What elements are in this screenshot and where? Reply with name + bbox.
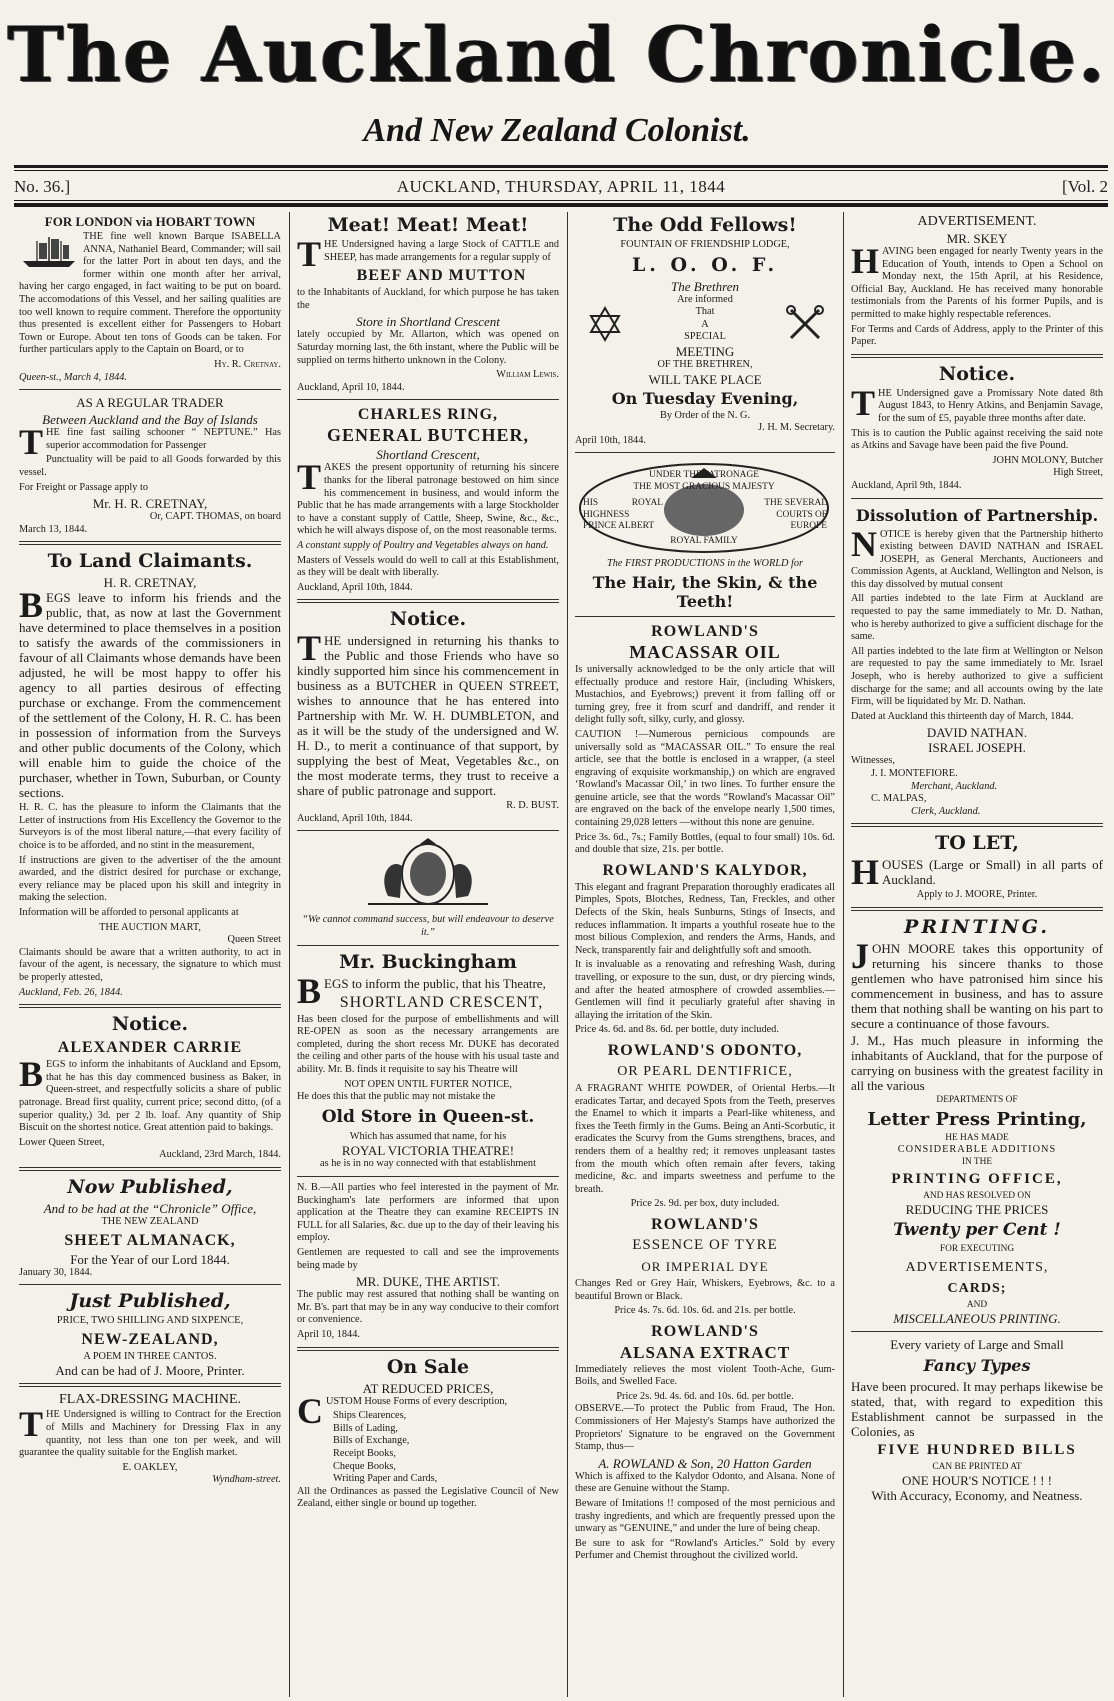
ad-subheading: AT REDUCED PRICES, [362,1380,494,1396]
ad-land-claimants [19,550,281,999]
ad-line: DEPARTMENTS OF [936,1094,1018,1105]
columns [14,212,1108,1697]
divider [19,1383,281,1387]
ad-signature: ISRAEL JOSEPH. [928,740,1026,756]
ad-date: Auckland, April 9th, 1844. [851,479,962,491]
ad-body: Information will be afforded to personal applicants at [19,907,239,919]
ad-heading: ROWLAND'S [651,1322,759,1340]
ad-body: Have been procured. It may perhaps likewise be stated, that, with regard to expedition this Establishment cannot be surpassed in the Colonies, as [851,1378,1103,1439]
ad-line: FOR EXECUTING [939,1244,1015,1255]
divider [851,823,1103,827]
ad-line: BEEF AND MUTTON [356,267,527,285]
ad-line: IN THE [961,1156,993,1167]
volume-number: [Vol. 2 [1062,177,1108,196]
ad-body: to the Inhabitants of Auckland, for which purpose he has taken the [297,287,559,311]
ad-heading: Notice. [938,362,1016,385]
ad-body: N. B.—All parties who feel interested in the payment of Mr. Buckingham's late performers are informed that upon application at the Theatre they can examine RECEIPTS IN FULL for all Salaries, &c. due up to the day of their leaving his employ. [297,1182,559,1244]
divider [851,498,1103,499]
ad-rowland-tyre [575,1215,835,1318]
ad-place: THE AUCTION MART, [99,921,201,933]
ad-body: Claimants should be aware that a written authority, to act in favour of the agent, is necessary, the signature to which must be properly attested, [19,946,281,983]
ad-line: ADVERTISEMENTS, [905,1259,1049,1275]
ad-line: HE HAS MADE [945,1133,1009,1144]
ad-line: PRINTING OFFICE, [891,1171,1063,1188]
ad-date: Auckland, April 10, 1844. [297,381,405,393]
seal-text: HIS ROYAL HIGHNESS PRINCE ALBERT [583,498,663,531]
ad-line: MISCELLANEOUS PRINTING. [893,1310,1061,1326]
ad-name: ALEXANDER CARRIE [57,1039,243,1057]
dateline [14,175,1108,199]
ad-line: Are informed [677,293,733,305]
ad-london-hobart [19,214,281,384]
ad-heading: ROWLAND'S ODONTO, [607,1041,803,1059]
ad-tagline: The Hair, the Skin, & the Teeth! [592,572,818,611]
ad-notice-molony [851,363,1103,493]
ad-date: Auckland, Feb. 26, 1844. [19,986,123,998]
divider [851,1331,1103,1332]
ad-line: Which has assumed that name, for his [349,1130,507,1142]
ad-heading: ESSENCE OF TYRE [632,1236,778,1253]
ad-body: Is universally acknowledged to be the only article that will effectually produce and restore Hair, (including Whiskers, Mustachios, and Eyebrows;) prevent it from falling off or turning grey, free it from scurf and dandriff, and render it delight fully soft, silky, curly, and glossy. [575,663,835,726]
column-3 [570,212,840,1697]
ad-heading: ROWLAND'S KALYDOR, [602,861,808,879]
ad-just-published [19,1290,281,1378]
ad-body: THE fine fast sailing schooner “ NEPTUNE.” Has superior accommodation for Passenger [19,422,281,463]
ad-signature: J. H. M. Secretary. [758,422,835,434]
ad-price: Price 4s. 7s. 6d. 10s. 6d. and 21s. per bottle. [614,1305,796,1317]
ad-body: H. R. C. has the pleasure to inform the Claimants that the Letter of instructions from His Excellency the Governor to the Surveyors is of the most liberal nature,—that every facility of choice is to be afforded, and no stint in the measurement, [19,802,281,852]
ad-line: L. O. O. F. [631,253,779,276]
ad-motto: “We cannot command success, but will endeavour to deserve it.” [302,914,554,939]
dateline-rule [14,200,1108,201]
ad-heading: GENERAL BUTCHER, [326,425,530,446]
ad-printing [851,916,1103,1503]
ad-line: Twenty per Cent ! [893,1220,1061,1241]
ad-body: For Freight or Passage apply to [19,481,148,493]
ad-name: H. R. CRETNAY, [103,575,197,591]
ad-on-sale [297,1356,559,1511]
masthead [0,0,1114,170]
list-item: Receipt Books, [333,1447,396,1459]
ad-body: Has been closed for the purpose of embellishments and will RE-OPEN as soon as the necessary arrangements are completed, during the short recess Mr. DUKE has decorated the ceiling and other parts of the house with his usual taste and ability. Mr. B. finds it requisite to say his Theatre will [297,1013,559,1076]
ad-line: By Order of the N. G. [659,409,751,421]
ad-heading: ROWLAND'S [651,1215,759,1233]
ad-signature: Mr. H. R. CRETNAY, [92,496,208,512]
ad-body: If instructions are given to the advertiser of the the amount awarded, and the district desired for purchase or exchange, every reliance may be placed upon his skill and integrity in making the selection. [19,854,281,904]
ad-body: BEGS to inform the inhabitants of Auckland and Epsom, that he has this day commenced business as Baker, in Queen-street, and respectfully solicits a share of public patronage. Bread first quality, current price; second ditto, (of a superior quality,) 3d. per 2 lb. loaf. Any quantity of Ship Biscuit on the shortest notice. Great attention paid to bakings. [19,1054,281,1134]
column-2 [292,212,564,1697]
list-item: Bills of Lading, [333,1422,398,1434]
ad-meat [297,214,559,394]
ad-charles-ring [297,405,559,594]
ad-body: HAVING been engaged for nearly Twenty years in the Education of Youth, intends to Open a School on Monday next, the 15th April, at his Residence, Official Bay, Auckland. He has received many honorable testimonials from the Parents of his former Pupils, and is permitted to make highly respectable references. [851,241,1103,320]
ad-body: The public may rest assured that nothing shall be wanting on Mr. B's. part that may be in any way conducive to their comfort or convenience. [297,1289,559,1326]
star-of-david-icon [585,304,625,344]
ad-body: A constant supply of Poultry and Vegetables always on hand. [297,539,549,551]
ad-signature: A. ROWLAND & Son, 20 Hatton Garden [598,1455,812,1471]
ad-signature: JOHN MOLONY, Butcher [992,454,1103,466]
ad-line: C. MALPAS, [871,793,927,805]
divider [575,452,835,453]
ad-heading: Notice. [389,608,467,631]
ad-alexander-carrie [19,1013,281,1162]
ad-regular-trader [19,395,281,536]
ad-heading: PRINTING. [904,915,1050,938]
ad-rowland-macassar [575,558,835,857]
ad-rowland-odonto [575,1041,835,1211]
divider [851,354,1103,358]
ad-body: CUSTOM House Forms of every description, [297,1390,508,1431]
divider [575,616,835,617]
ad-body: All parties indebted to the late firm at Wellington or Nelson are requested to pay the same immediately to Mr. Israel Joseph, who is hereby authorized to give a sufficient discharge for the same; and all accounts owing by the late Firm, will be liquidated by Mr. D. Nathan. [851,645,1103,708]
ad-body: A FRAGRANT WHITE POWDER, of Oriental Herbs.—It eradicates Tartar, and decayed Spots from the Teeth, preserves the Enamel to which it imparts a Pearl-like whiteness, and fixes the Teeth firmly in the Gums. Being an Anti-Scorbutic, it eradicates the Scurvy from the Gums strengthens, braces, and renders them of a healthy red; it removes unpleasant tastes from the mouth which often remain after fevers, taking medicine, &c. and imparts sweetness and perfume to the breath. [575,1082,835,1195]
list-item: Bills of Exchange, [333,1435,410,1447]
ad-date: Auckland, 23rd March, 1844. [159,1149,281,1161]
ad-line: as he is in no way connected with that establishment [320,1158,536,1170]
list-item: Ships Clearences, [333,1410,407,1422]
column-divider [843,212,844,1697]
ad-date: April 10, 1844. [297,1328,360,1340]
ad-signature: R. D. BUST. [506,800,559,812]
divider [297,599,559,603]
ad-signature: E. OAKLEY, [122,1461,178,1473]
ad-line: ONE HOUR'S NOTICE ! ! ! [901,1472,1053,1488]
ad-line: WILL TAKE PLACE [648,371,762,387]
ad-body: Price 3s. 6d., 7s.; Family Bottles, (equal to four small) 10s. 6d. and double that size, 21s. per bottle. [575,831,835,856]
ad-notice-bust [297,608,559,825]
ad-heading: OR IMPERIAL DYE [641,1258,769,1274]
ad-date: Auckland, April 10th, 1844. [297,812,413,824]
newspaper-title: The Auckland Chronicle. [7,10,1107,99]
ad-line: NOT OPEN UNTIL FURTER NOTICE, [344,1078,512,1090]
newspaper-subtitle: And New Zealand Colonist. [363,112,751,149]
ad-line: ROYAL VICTORIA THEATRE! [341,1143,515,1159]
ad-heading: MACASSAR OIL [629,641,781,662]
issue-date: AUCKLAND, THURSDAY, APRIL 11, 1844 [396,177,726,196]
ad-body: It is invaluable as a renovating and refreshing Wash, during travelling, or exposure to the sun, dust, or dry piercing winds, and after the heated atmosphere of crowded assemblies.—Gentlemen will find it peculiarly grateful after shaving in allaying the irritation of the Skin. [575,959,835,1021]
ad-odd-fellows [575,214,835,447]
ad-line: Merchant, Auckland. [911,780,998,792]
ad-date: March 13, 1844. [19,523,88,535]
ad-body: Price 4s. 6d. and 8s. 6d. per bottle, duty included. [575,1024,779,1036]
ad-body: THE undersigned in returning his thanks to the Public and those Friends who have so kindly supported him since his commencement in business as a BUTCHER in QUEEN STREET, wishes to announce that he has entered into Partnership with Mr. W. H. DUMBLETON, and as it will be the study of the undersigned and W. H. D., to merit a continuance of that support, by supplying the best of Meat, Vegetables &c., on the most moderate terms, they trust to receive a share of public patronage and support. [297,628,559,799]
ad-address: Lower Queen Street, [19,1136,105,1148]
ad-body: Punctuality will be paid to all Goods forwarded by this vessel. [19,454,281,478]
ad-heading: To Land Claimants. [47,550,253,573]
ad-body: Be sure to ask for “Rowland's Articles.” Sold by every Perfumer and Chemist throughout the civilized world. [575,1537,835,1562]
royal-arms-emblem [328,836,528,910]
ad-heading: FLAX-DRESSING MACHINE. [58,1392,241,1408]
ad-heading: ROWLAND'S [651,622,759,640]
divider [19,389,281,390]
seal-text: ROYAL FAMILY [670,536,738,547]
ad-line: Witnesses, [851,755,895,767]
ad-body: Changes Red or Grey Hair, Whiskers, Eyebrows, &c. to a beautiful Brown or Black. [575,1277,835,1302]
column-divider [289,212,290,1697]
divider [297,1176,559,1177]
ad-body: THE Undersigned is willing to Contract for the Erection of Mills and Machinery for Dressing Flax in any quantity, not less than one ton per week, and will guarantee the quality suitable for the English market. [19,1404,281,1459]
ad-line: AND HAS RESOLVED ON [923,1191,1031,1202]
ad-line: On Tuesday Evening, [611,388,799,408]
ad-tagline: The FIRST PRODUCTIONS in the WORLD for [606,558,804,570]
masthead-rule-thin [14,170,1108,171]
ad-body: All the Ordinances as passed the Legislative Council of New Zealand, either single or bound up together. [297,1485,559,1510]
ad-body: Gentlemen are requested to call and see the improvements being made by [297,1246,559,1271]
divider [19,1167,281,1171]
ad-body: All parties indebted to the late Firm at Auckland are requested to pay the same immediately to Mr. D. Nathan, who is hereby authorized to give a sufficient dischage for the same. [851,593,1103,643]
ad-line: Every variety of Large and Small [890,1336,1064,1352]
ad-body: This elegant and fragrant Preparation thoroughly eradicates all Pimples, Spots, Blotches, Redness, Tan, Freckles, and other Defects of the Skin, heals Sunburns, Stings of Insects, and reduces inflammation. It imparts a youthful roseate hue to the most bilious Complexion, and renders the Arms, Hands, and Neck, transparently fair and delightfully soft and smooth. [575,881,835,956]
ad-line: Apply to J. MOORE, Printer. [916,889,1038,901]
ad-signature: Or, CAPT. THOMAS, on board [149,511,281,523]
ad-body: Beware of Imitations !! composed of the most pernicious and trashy ingredients, and which are frequently pressed upon the unwary as “GENUINE,” and under the lure of being cheap. [575,1498,835,1535]
odd-fellows-block [575,294,835,359]
ad-body: TAKES the present opportunity of returning his sincere thanks for the liberal patronage bestowed on him since his commencement in business, and would inform the Public that he has made arrangements with a large Stockholder to have a constant supply of Cattle, Sheep, Swine, &c., &c., which he will always dispose of, on the most reasonable terms. [297,457,559,537]
ad-dissolution [851,504,1103,819]
ad-date: Queen-st., March 4, 1844. [19,371,128,383]
ad-line: Old Store in Queen-st. [321,1106,535,1127]
ad-heading: FOR LONDON via HOBART TOWN [44,214,256,229]
seal-text: THE MOST GRACIOUS MAJESTY [633,482,775,493]
ad-body: BEGS leave to inform his friends and the public, that, as now at last the Government have determined to place themselves in a position to satisfy the awards of the commissioners in favour of all Claimants whose demands have been adjusted, he will be most happy to offer his agency to all parties desirous of effecting purchase or exchange. From the commencement of the settlement of the Colony, H. R. C. has been in possession of information from the Surveys and other public documents of the Colony, which will enable him to guide the choice of the purchaser, whether in Town, Suburban, or County sections. [19,585,281,801]
ad-line: A POEM IN THREE CANTOS. [83,1350,217,1362]
ad-line: MEETING [675,343,735,359]
masthead-rule [14,165,1108,168]
ad-now-published [19,1176,281,1279]
ad-heading: OR PEARL DENTIFRICE, [617,1063,793,1079]
ad-line: J. I. MONTEFIORE. [871,768,958,779]
ad-date: January 30, 1844. [19,1266,93,1278]
ad-heading: On Sale [386,1355,470,1378]
list-item: Writing Paper and Cards, [333,1473,438,1485]
ad-heading: Dissolution of Partnership. [855,505,1099,525]
ad-place: SHORTLAND CRESCENT, [339,993,544,1011]
ad-date: Auckland, April 10th, 1844. [297,581,413,593]
ad-mr-skey [851,214,1103,349]
ad-heading: Now Published, [67,1175,233,1198]
ad-body: lately occupied by Mr. Allarton, which was opened on Saturday morning last, the 6th instant, where the Public will be supplied on terms hitherto unknown in the Colony. [297,329,559,366]
ad-body: JOHN MOORE takes this opportunity of returning his sincere thanks to those gentlemen who have patronised him since his commencement in business, and has to assure them that nothing shall be wanting on his part to secure a continuance of those favours. [851,935,1103,1031]
ad-signature: William Lewis. [496,369,559,381]
divider [19,1004,281,1008]
ad-buckingham [297,836,559,1341]
ad-body: For Terms and Cards of Address, apply to the Printer of this Paper. [851,323,1103,348]
divider [297,399,559,400]
ad-line: OF THE BRETHREN, [657,358,753,370]
ad-line: AND [966,1299,988,1310]
ad-body: J. M., Has much pleasure in informing the inhabitants of Auckland, that for the purpose of carrying on business with the greatest facility in all the various [851,1032,1103,1093]
seal-text: UNDER THE PATRONAGE [649,470,759,481]
ad-line: NEW-ZEALAND, [81,1330,219,1348]
ad-heading: The Odd Fellows! [613,214,797,236]
ad-heading: TO LET, [935,832,1019,855]
divider [297,945,559,946]
list-item: Cheque Books, [333,1460,396,1472]
ad-line: Store in Shortland Crescent [356,314,500,330]
ad-flax-machine [19,1392,281,1487]
ad-subheading: Shortland Crescent, [376,447,480,463]
ad-subheading: And to be had at the “Chronicle” Office, [43,1200,257,1216]
ad-body: THE Undersigned having a large Stock of CATTLE and SHEEP, has made arrangements for a regular supply of [297,234,559,274]
ad-body: THE fine well known Barque ISABELLA ANNA, Nathaniel Beard, Commander; will sail for the latter Port in about ten days, and the former within one month after her arrival, having her cargo engaged, in fact waiting to be put on board. The accomodations of this Vessel, and her sailing qualities are too well known to require comment. Therefore the opportunity thus presented is excellent either for Passengers to Hobart Town or Europe. About ten tons of Goods can be taken. For further particulars apply to the Captain on Board, or to [19,231,281,356]
ad-line: SHEET ALMANACK, [64,1231,236,1249]
ad-body: This is to caution the Public against receiving the said note as Atkins and Savage have been paid the five Pound. [851,427,1103,452]
ad-body: Immediately relieves the most violent Tooth-Ache, Gum-Boils, and Swelled Face. [575,1363,835,1388]
ad-date: April 10th, 1844. [575,434,646,446]
ad-body: OBSERVE.—To protect the Public from Fraud, The Hon. Commissioners of Her Majesty's Stamps have authorized the Proprietors' Signature to be engraved on the Government Stamp, thus— [575,1403,835,1453]
ad-heading: Just Published, [69,1290,231,1313]
ad-line: Letter Press Printing, [867,1109,1087,1131]
ad-body: BEGS to inform the public, that his Theatre, [297,970,546,1011]
ad-line: For the Year of our Lord 1844. [70,1251,230,1267]
ad-to-let [851,832,1103,902]
ad-line: THE NEW ZEALAND [101,1215,199,1227]
ad-signature: DAVID NATHAN. [926,725,1028,741]
ad-line: PRICE, TWO SHILLING AND SIXPENCE, [56,1315,244,1327]
ad-heading: CHARLES RING, [357,406,499,424]
ad-heading: ADVERTISEMENT. [917,214,1037,229]
ad-line: CONSIDERABLE ADDITIONS [897,1144,1057,1156]
ad-address: High Street, [1053,467,1103,479]
column-divider [567,212,568,1697]
ad-body: He does this that the public may not mistake the [297,1091,496,1103]
ad-body: Which is affixed to the Kalydor Odonto, and Alsana. None of these are Genuine without the Stamp. [575,1470,835,1495]
crossed-keys-icon [785,304,825,344]
ad-line: And can be had of J. Moore, Printer. [55,1363,245,1379]
seal-text: THE SEVERAL COURTS OF EUROPE [764,498,827,531]
royal-patronage-seal [575,458,835,554]
divider [851,907,1103,911]
ad-place: Queen Street [227,934,281,946]
ad-body: Dated at Auckland this thirteenth day of March, 1844. [851,710,1074,722]
ad-line: That [695,306,715,318]
ad-body: NOTICE is hereby given that the Partnership hitherto existing between DAVID NATHAN and ISRAEL JOSEPH, as General Merchants, Auctioneers and Commission Agents, at Auckland, Wellington and Nelson, is this day dissolved by mutual consent [851,523,1103,590]
ad-heading: Notice. [111,1013,189,1036]
ad-name: MR. SKEY [946,231,1008,246]
ad-body: HOUSES (Large or Small) in all parts of Auckland. [851,852,1103,893]
ad-subheading: FOUNTAIN OF FRIENDSHIP LODGE, [620,239,790,250]
ship-icon [19,233,79,269]
ad-heading: Meat! Meat! Meat! [327,214,529,236]
ad-body: CAUTION !—Numerous pernicious compounds are universally sold as “MACASSAR OIL.” To ensure the real article, see that the bottle is enclosed in a wrapper, (a steel engraving of exquisite workmanship,) on which are engraved ‘Rowland's Macassar Oil,’ in two lines. To further ensure the genuine article, see that the words “Rowland's Macassar Oil” are engraved on the back of the envelope nearly 1,500 times, containing 29,028 letters —without this none are genuine. [575,728,835,829]
divider [19,541,281,545]
ad-heading: AS A REGULAR TRADER [76,395,224,411]
divider [297,830,559,831]
ad-body: THE Undersigned gave a Promissary Note dated 8th August 1843, to Henry Atkins, and Benjamin Savage, for the sum of £5, payable three months after date. [851,382,1103,424]
divider [297,1347,559,1351]
ad-line: CAN BE PRINTED AT [932,1461,1022,1472]
ad-line: With Accuracy, Economy, and Neatness. [871,1487,1083,1503]
ad-line: CARDS; [947,1280,1007,1296]
ad-signature: Hy. R. Cretnay. [214,358,281,370]
dateline-rule-thick [14,203,1108,207]
ad-line: The Brethren [671,278,739,294]
ad-line: REDUCING THE PRICES [905,1202,1049,1218]
ad-heading: Mr. Buckingham [339,950,517,973]
item-list [297,1410,559,1486]
ad-line: FIVE HUNDRED BILLS [877,1441,1077,1458]
ad-rowland-alsana [575,1322,835,1563]
ad-body: Masters of Vessels would do well to call at this Establishment, as they will be dealt with liberally. [297,554,559,579]
ad-price: Price 2s. 9d. per box, duty included. [630,1198,780,1210]
ad-address: Wyndham-street. [212,1474,281,1486]
ad-line: Clerk, Auckland. [911,805,981,817]
ad-line: SPECIAL [684,331,726,343]
issue-number: No. 36.] [14,177,71,196]
ad-rowland-kalydor [575,861,835,1037]
ad-price: Price 2s. 9d. 4s. 6d. and 10s. 6d. per bottle. [616,1390,794,1402]
divider [19,1284,281,1285]
ad-subheading: Between Auckland and the Bay of Islands [42,412,258,428]
ad-line: MR. DUKE, THE ARTIST. [356,1274,500,1290]
ad-heading: ALSANA EXTRACT [619,1342,791,1362]
ad-line: Fancy Types [923,1355,1031,1375]
column-1 [14,212,286,1697]
ad-line: A [701,318,709,330]
column-4 [846,212,1108,1697]
